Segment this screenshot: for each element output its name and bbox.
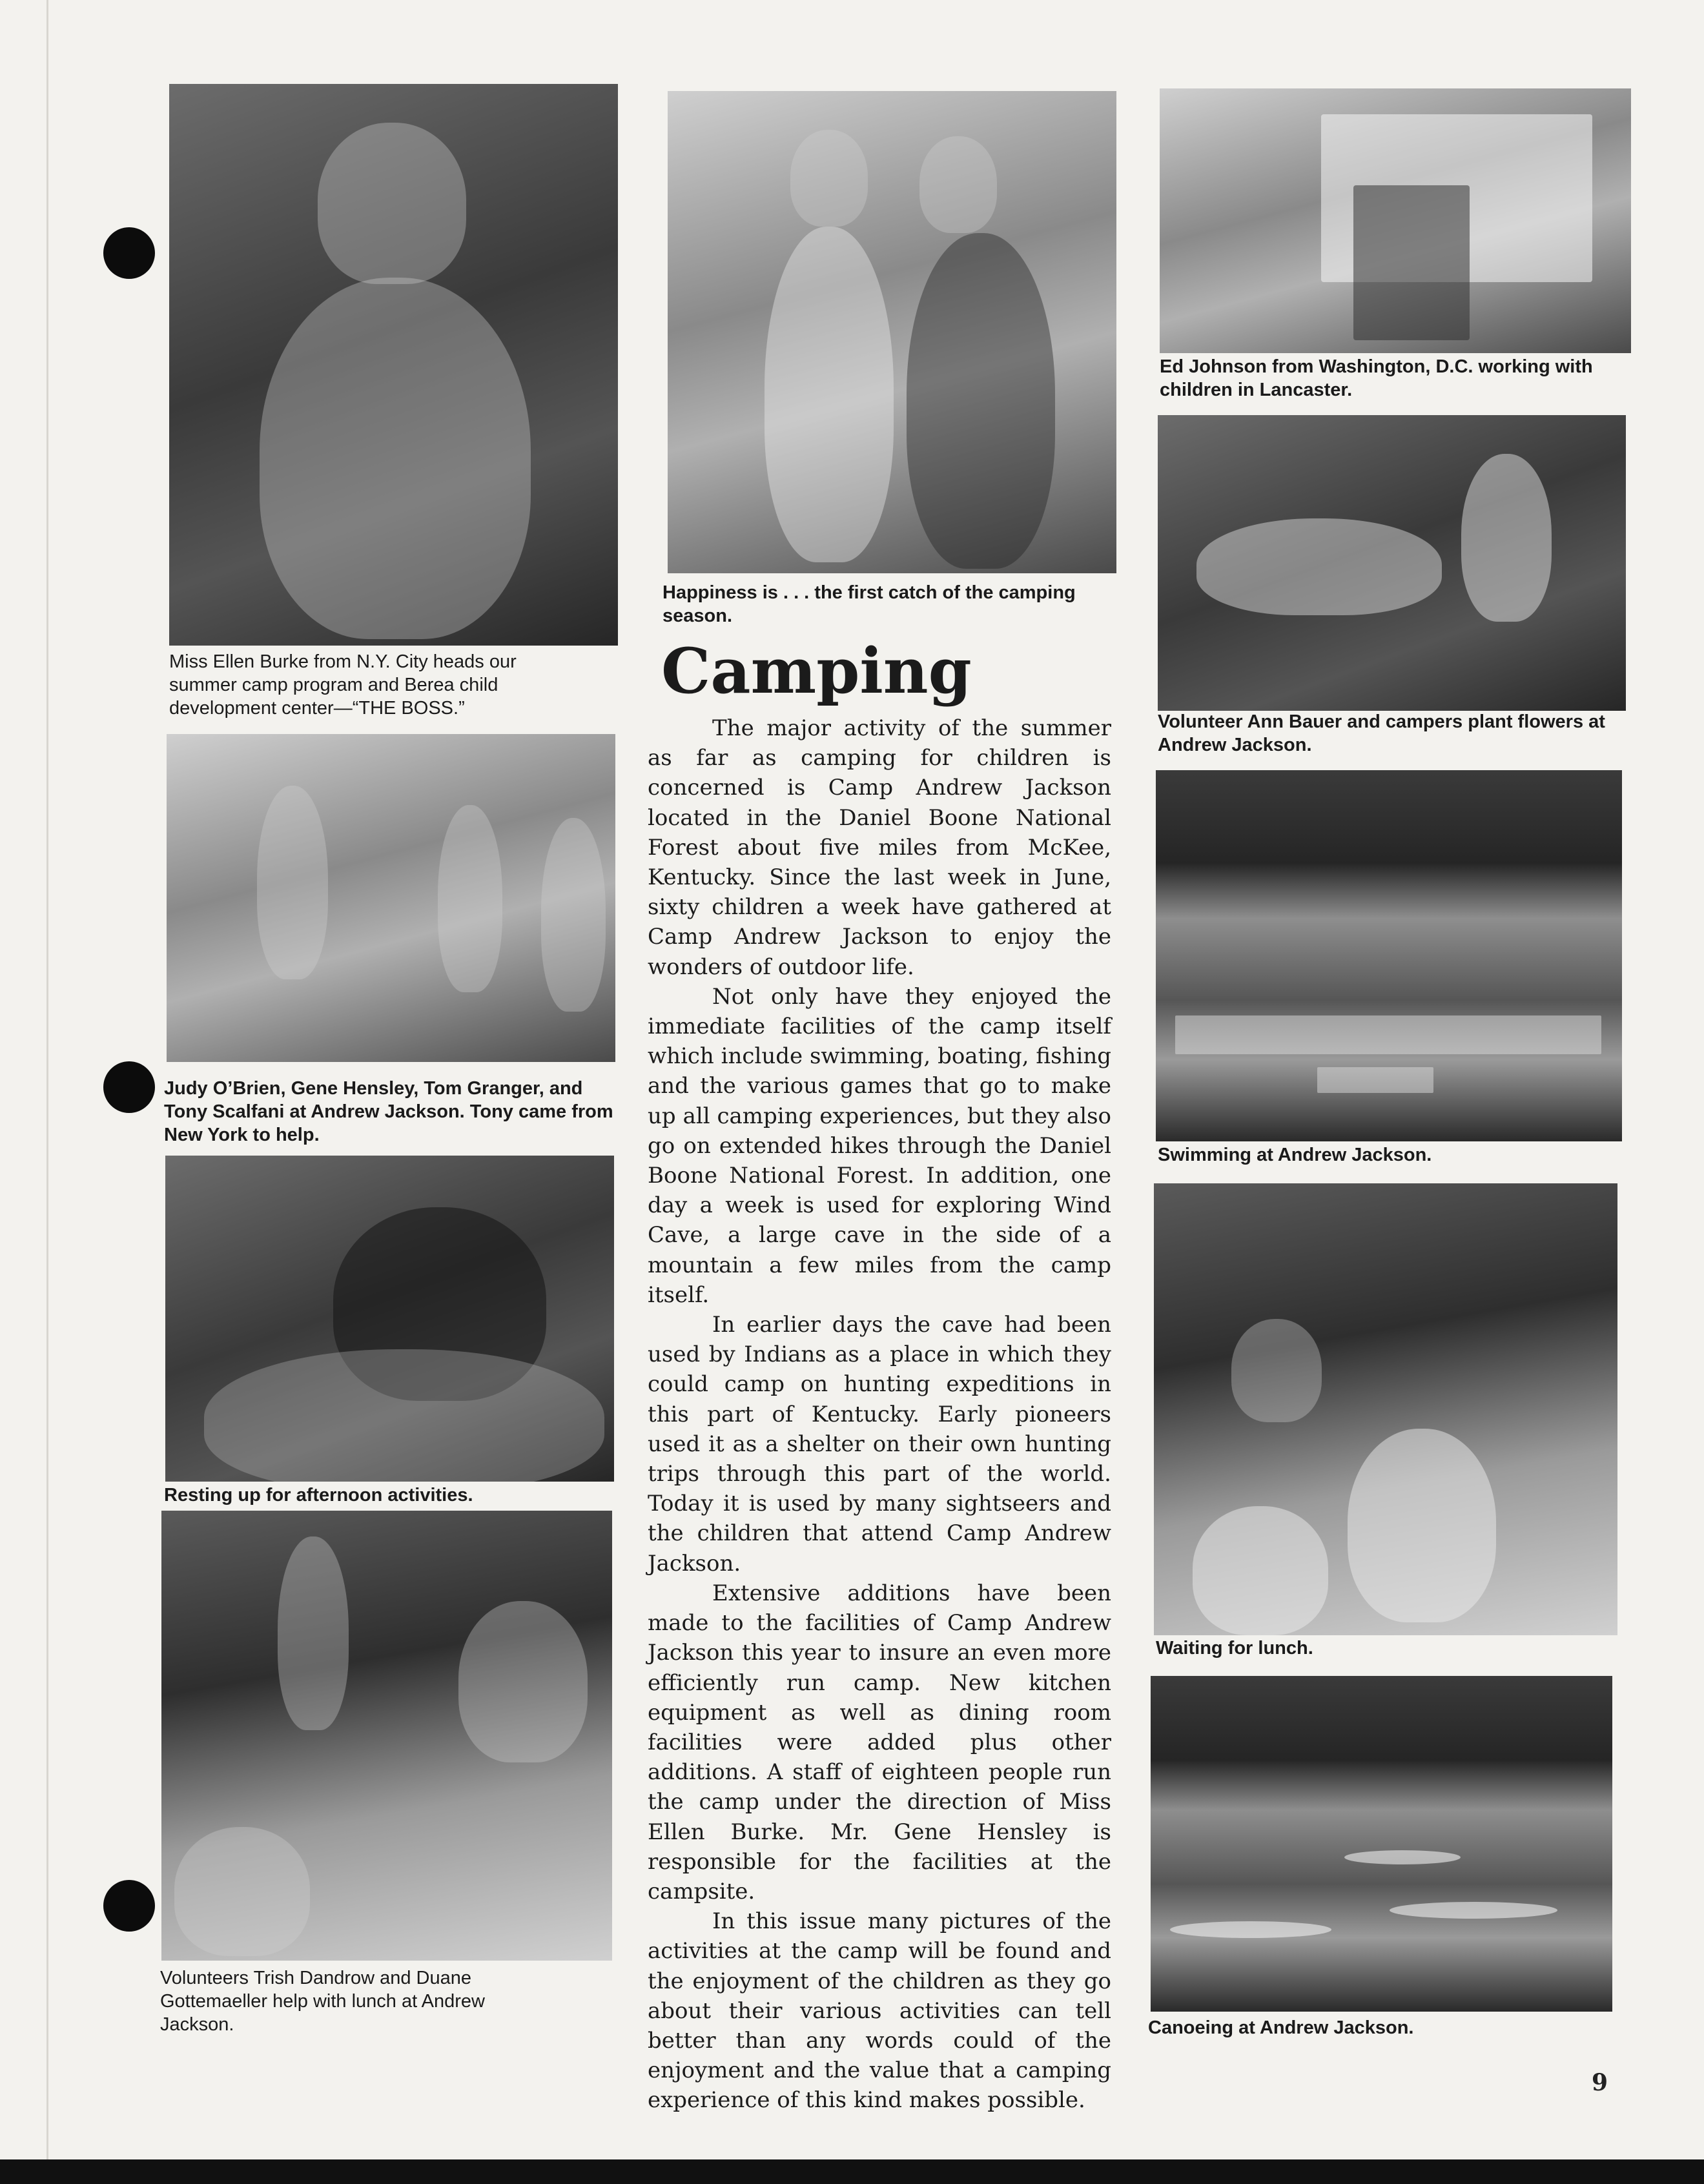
article-paragraph-3: In earlier days the cave had been used by Indians as a place in which they could camp on hunting expeditions in this part of Kentucky. Early pioneers used it as a shelter on their own hunting trips through this part of the world. Today it is used by many sightseers and the children that attend Camp Andrew Jackson.: [648, 1312, 1111, 1577]
photo-happiness: [668, 91, 1116, 573]
binder-edge: [46, 0, 48, 2159]
caption-waiting: Waiting for lunch.: [1156, 1638, 1313, 1658]
photo-ann-bauer: [1158, 415, 1626, 711]
punch-hole-top: [103, 227, 155, 279]
caption-volunteers: Volunteers Trish Dandrow and Duane Gottemaeller help with lunch at Andrew Jackson.: [160, 1968, 485, 2035]
article-headline: Camping: [661, 635, 972, 708]
photo-swimming: [1156, 770, 1622, 1141]
caption-judy-obrien: Judy O’Brien, Gene Hensley, Tom Granger, and Tony Scalfani at Andrew Jackson. Tony came from New York to help.: [164, 1078, 613, 1145]
page-number: 9: [1592, 2069, 1608, 2096]
photo-ellen-burke: [169, 84, 618, 646]
article-paragraph-5: In this issue many pictures of the activities at the camp will be found and the enjoyment of the children as they go about their various activities can tell better than any words could of the enjoyment and the value that a camping experience of this kind makes possible.: [648, 1908, 1111, 2114]
photo-waiting: [1154, 1183, 1617, 1635]
article-paragraph-4: Extensive additions have been made to the facilities of Camp Andrew Jackson this year to insure an even more efficiently run camp. New kitchen equipment as well as dining room facilities were added plus other additions. A staff of eighteen people run the camp under the direction of Miss Ellen Burke. Mr. Gene Hensley is responsible for the facilities at the campsite.: [648, 1580, 1111, 1904]
article-body: [648, 713, 1111, 2116]
caption-ed-johnson: Ed Johnson from Washington, D.C. working with children in Lancaster.: [1160, 356, 1593, 400]
photo-resting: [165, 1156, 614, 1482]
photo-canoeing: [1151, 1676, 1612, 2012]
caption-ann-bauer: Volunteer Ann Bauer and campers plant flowers at Andrew Jackson.: [1158, 711, 1605, 755]
photo-ed-johnson: [1160, 88, 1631, 353]
punch-hole-middle: [103, 1061, 155, 1113]
article-paragraph-2: Not only have they enjoyed the immediate facilities of the camp itself which include swimming, boating, fishing and the various games that go to make up all camping experiences, but they also go on extended hikes through the Daniel Boone National Forest. In addition, one day a week is used for exploring Wind Cave, a large cave in the side of a mountain a few miles from the camp itself.: [648, 983, 1111, 1308]
photo-volunteers: [161, 1511, 612, 1961]
caption-resting: Resting up for afternoon activities.: [164, 1485, 473, 1505]
caption-canoeing: Canoeing at Andrew Jackson.: [1148, 2017, 1414, 2038]
caption-swimming: Swimming at Andrew Jackson.: [1158, 1145, 1432, 1165]
photo-judy-obrien: [167, 734, 615, 1062]
caption-happiness: Happiness is . . . the first catch of the camping season.: [662, 582, 1076, 626]
punch-hole-bottom: [103, 1880, 155, 1932]
caption-ellen-burke: Miss Ellen Burke from N.Y. City heads our summer camp program and Berea child development center—“THE BOSS.”: [169, 651, 517, 719]
article-paragraph-1: The major activity of the summer as far as camping for children is concerned is Camp Andrew Jackson located in the Daniel Boone National Forest about five miles from McKee, Kentucky. Since the last week in June, sixty children a week have gathered at Camp Andrew Jackson to enjoy the wonders of outdoor life.: [648, 715, 1111, 980]
